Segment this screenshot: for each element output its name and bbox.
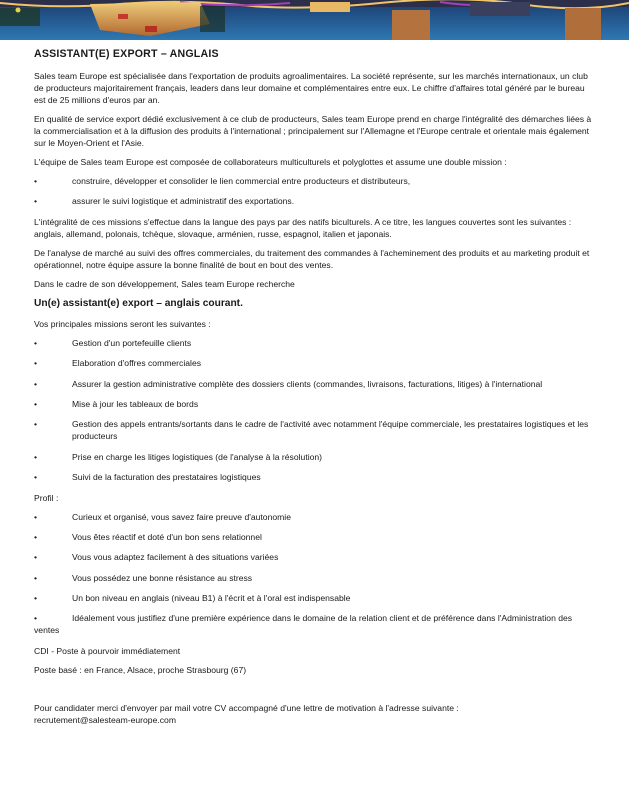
list-item [34, 471, 594, 483]
apply-instructions [34, 702, 594, 726]
list-item-text: Elaboration d'offres commerciales [72, 358, 202, 369]
spacer [34, 683, 594, 702]
list-item [34, 572, 594, 584]
list-item-text: Un bon niveau en anglais (niveau B1) à l'écrit et à l'oral est indispensable [72, 593, 351, 604]
list-item-text: Gestion d'un portefeuille clients [72, 337, 192, 348]
bullet-icon: • [34, 196, 38, 207]
bullet-icon: • [34, 378, 38, 389]
bullet-icon: • [34, 398, 38, 409]
list-item [34, 612, 594, 636]
list-item [34, 551, 594, 563]
city-reflection-image [0, 0, 629, 40]
intro-paragraph: Sales team Europe est spécialisée dans l'exportation de produits agroalimentaires. La société représente, sur les marchés internationaux, un club de producteurs majoritairement français, leaders dans leur domaine et complémentaires entre eux. Le chiffre d'affaires total généré par le bureau est de 25 millions d'euros par an. [34, 71, 588, 105]
bullet-icon: • [34, 531, 38, 542]
list-item [34, 511, 594, 523]
bullet-icon: • [34, 511, 38, 522]
list-item-text: Idéalement vous justifiez d'une première expérience dans le domaine de la relation client et de préférence dans l'Administration des ventes [34, 613, 573, 636]
bullet-icon: • [34, 613, 38, 624]
contract-type: CDI - Poste à pourvoir immédiatement [34, 645, 181, 656]
job-location: Poste basé : en France, Alsace, proche Strasbourg (67) [34, 664, 247, 675]
list-item-text: assurer le suivi logistique et administratif des exportations. [72, 196, 295, 207]
bullet-icon: • [34, 472, 38, 483]
missions-intro: Vos principales missions seront les suivantes : [34, 318, 211, 329]
list-item-text: Assurer la gestion administrative complète des dossiers clients (commandes, livraisons, facturations, litiges) à l'international [72, 378, 543, 389]
intro-paragraph: L'équipe de Sales team Europe est composée de collaborateurs multiculturels et polyglottes et assume une double mission : [34, 157, 507, 167]
list-item-text: Mise à jour les tableaux de bords [72, 398, 199, 409]
job-title: ASSISTANT(E) EXPORT – ANGLAIS [34, 48, 219, 60]
list-item-text: construire, développer et consolider le lien commercial entre producteurs et distributeurs, [72, 176, 411, 186]
bullet-icon: • [34, 337, 38, 348]
list-item [34, 357, 594, 369]
list-item [34, 337, 594, 349]
list-item [34, 398, 594, 410]
position-subtitle: Un(e) assistant(e) export – anglais courant. [34, 297, 243, 309]
bullet-icon: • [34, 419, 38, 430]
bullet-icon: • [34, 593, 38, 604]
list-item-text: Prise en charge les litiges logistiques (de l'analyse à la résolution) [72, 451, 323, 462]
header-banner-photo [0, 0, 629, 40]
bullet-icon: • [34, 358, 38, 369]
list-item-text: Vous vous adaptez facilement à des situations variées [72, 552, 279, 563]
list-item [34, 195, 594, 207]
list-item-text: Vous possédez une bonne résistance au stress [72, 572, 253, 583]
intro-paragraph: En qualité de service export dédié exclusivement à ce club de producteurs, Sales team Europe prend en charge l'intégralité des démarches liées à la commercialisation et à la diffusion des produits à l'international ; principalement sur l'Allemagne et l'Europe centrale et orientale mais également sur le Moyen-Orient et l'Asie. [34, 114, 592, 148]
list-item-text: Curieux et organisé, vous savez faire preuve d'autonomie [72, 511, 291, 522]
apply-email-link[interactable]: recrutement@salesteam-europe.com [34, 714, 176, 725]
bullet-icon: • [34, 176, 38, 186]
bullet-icon: • [34, 451, 38, 462]
bullet-icon: • [34, 552, 38, 563]
job-posting [34, 40, 594, 726]
profile-label: Profil : [34, 492, 59, 503]
list-item-text: Vous êtes réactif et doté d'un bon sens relationnel [72, 531, 262, 542]
list-item [34, 418, 594, 442]
list-item [34, 451, 594, 463]
list-item-text: Gestion des appels entrants/sortants dans le cadre de l'activité avec notamment l'équipe commerciale, les prestataires logistiques et les producteurs [72, 419, 589, 442]
list-item [34, 175, 594, 187]
list-item [34, 531, 594, 543]
body-paragraph: Dans le cadre de son développement, Sales team Europe recherche [34, 278, 295, 289]
list-item [34, 592, 594, 604]
list-item-text: Suivi de la facturation des prestataires logistiques [72, 472, 261, 483]
bullet-icon: • [34, 572, 38, 583]
list-item [34, 378, 594, 390]
body-paragraph: De l'analyse de marché au suivi des offres commerciales, du traitement des commandes à l'acheminement des produits et au marketing produit et opérationnel, notre équipe assure la bonne finalité de bout en bout des ventes. [34, 247, 590, 270]
apply-text: Pour candidater merci d'envoyer par mail votre CV accompagné d'une lettre de motivation à l'adresse suivante : [34, 702, 459, 713]
body-paragraph: L'intégralité de ces missions s'effectue dans la langue des pays par des natifs biculturels. A ce titre, les langues couvertes sont les suivantes : anglais, allemand, polonais, tchèque, slovaque, arménien, russe, espagnol, italien et japonais. [34, 216, 572, 239]
